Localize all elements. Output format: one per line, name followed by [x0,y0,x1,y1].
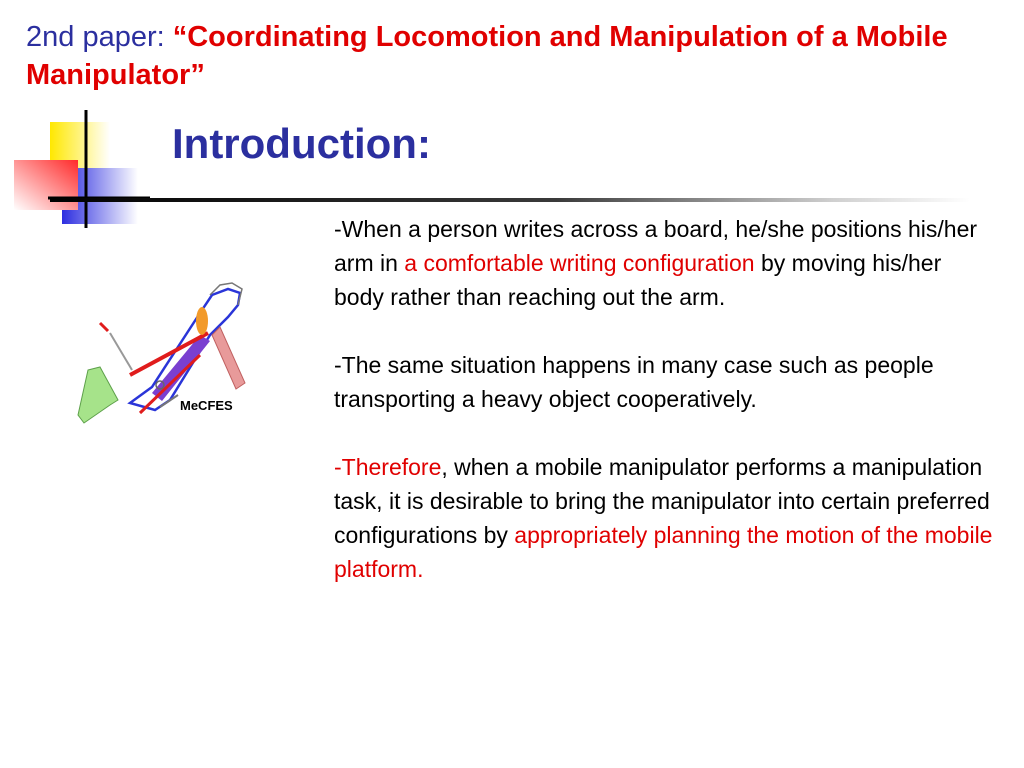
paragraph-3-highlight-2: appropriately planning the motion of the mobile platform. [334,522,993,582]
body-text [334,212,994,620]
figure-label: MeCFES [180,398,233,413]
robot-arm-sketch-icon [60,275,275,430]
decorative-squares-icon [0,100,150,240]
paragraph-3 [334,450,994,586]
paragraph-1-highlight: a comfortable writing configuration [404,250,755,276]
paragraph-1 [334,212,994,314]
paper-title: “Coordinating Locomotion and Manipulation of a Mobile Manipulator” [26,21,948,91]
paragraph-2 [334,348,994,416]
paragraph-1-part-1: -When a person writes across a board, he/she positions his/her arm in [334,216,978,276]
paragraph-2-text: -The same situation happens in many case such as people transporting a heavy object cooperatively. [334,352,934,412]
title-prefix: 2nd paper: [26,21,173,53]
slide-title [26,18,996,94]
paragraph-3-part-2: , when a mobile manipulator performs a manipulation task, it is desirable to bring the manipulator into certain preferred configurations by [334,454,990,548]
section-heading: Introduction: [172,120,431,167]
paragraph-3-highlight-1: -Therefore [334,454,442,480]
title-divider [50,198,970,202]
paragraph-1-part-3: by moving his/her body rather than reaching out the arm. [334,250,942,310]
